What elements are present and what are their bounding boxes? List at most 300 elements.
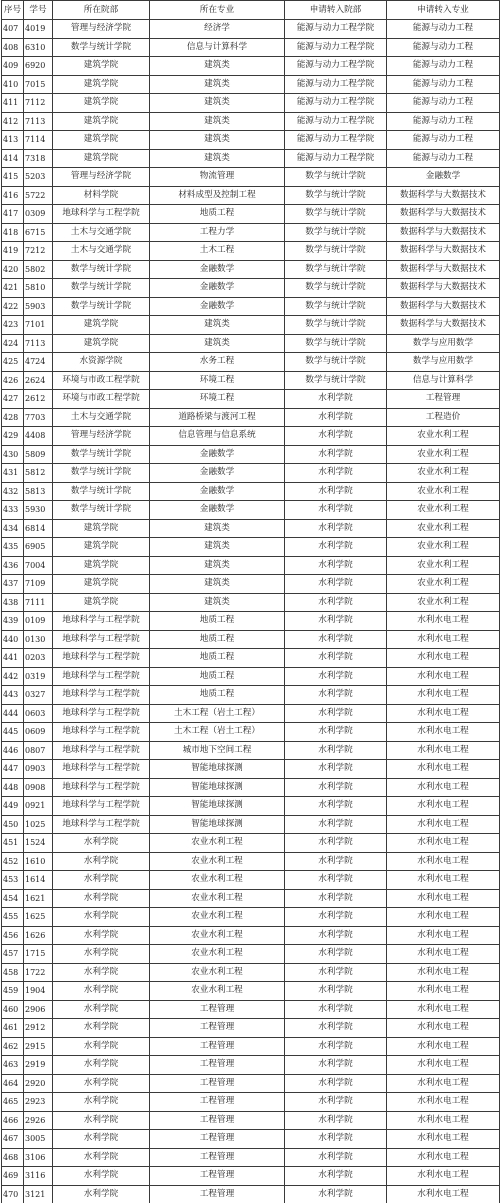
cell-index: 448 [2, 778, 24, 797]
cell-current-college: 地球科学与工程学院 [53, 723, 150, 742]
table-row [2, 593, 500, 612]
cell-target-college: 能源与动力工程学院 [285, 57, 387, 76]
cell-student-id: 4408 [24, 427, 53, 446]
table-row [2, 686, 500, 705]
cell-index: 442 [2, 667, 24, 686]
table-row [2, 704, 500, 723]
cell-index: 465 [2, 1093, 24, 1112]
cell-target-major: 水利水电工程 [387, 815, 500, 834]
table-row [2, 1056, 500, 1075]
cell-target-college: 水利学院 [285, 390, 387, 409]
cell-target-major: 水利水电工程 [387, 1056, 500, 1075]
cell-target-major: 能源与动力工程 [387, 112, 500, 131]
cell-target-major: 水利水电工程 [387, 908, 500, 927]
table-row [2, 778, 500, 797]
cell-index: 467 [2, 1130, 24, 1149]
cell-student-id: 1722 [24, 963, 53, 982]
cell-target-college: 水利学院 [285, 501, 387, 520]
cell-student-id: 1025 [24, 815, 53, 834]
cell-target-college: 数学与统计学院 [285, 334, 387, 353]
cell-index: 436 [2, 556, 24, 575]
cell-target-major: 水利水电工程 [387, 686, 500, 705]
cell-target-major: 数学与应用数学 [387, 334, 500, 353]
transfer-table [1, 0, 500, 1203]
table-row [2, 649, 500, 668]
cell-current-college: 水利学院 [53, 1019, 150, 1038]
cell-current-college: 水利学院 [53, 889, 150, 908]
cell-target-major: 数据科学与大数据技术 [387, 186, 500, 205]
cell-index: 414 [2, 149, 24, 168]
table-row [2, 982, 500, 1001]
cell-target-college: 数学与统计学院 [285, 242, 387, 261]
cell-current-major: 智能地球探测 [150, 815, 285, 834]
cell-current-college: 水资源学院 [53, 353, 150, 372]
cell-target-major: 农业水利工程 [387, 501, 500, 520]
cell-target-major: 数据科学与大数据技术 [387, 205, 500, 224]
cell-current-major: 智能地球探测 [150, 778, 285, 797]
cell-current-college: 水利学院 [53, 908, 150, 927]
cell-current-major: 建筑类 [150, 519, 285, 538]
cell-target-college: 水利学院 [285, 1130, 387, 1149]
cell-target-college: 数学与统计学院 [285, 316, 387, 335]
cell-student-id: 4019 [24, 20, 53, 39]
cell-index: 411 [2, 94, 24, 113]
cell-current-major: 金融数学 [150, 445, 285, 464]
cell-target-college: 数学与统计学院 [285, 168, 387, 187]
header-current-college: 所在院部 [53, 1, 150, 20]
cell-index: 415 [2, 168, 24, 187]
cell-target-college: 能源与动力工程学院 [285, 112, 387, 131]
cell-index: 443 [2, 686, 24, 705]
cell-current-college: 水利学院 [53, 1167, 150, 1186]
cell-current-major: 建筑类 [150, 149, 285, 168]
cell-student-id: 4724 [24, 353, 53, 372]
table-row [2, 908, 500, 927]
cell-current-college: 数学与统计学院 [53, 482, 150, 501]
cell-student-id: 3106 [24, 1148, 53, 1167]
cell-current-college: 地球科学与工程学院 [53, 667, 150, 686]
cell-index: 460 [2, 1000, 24, 1019]
cell-current-major: 地质工程 [150, 667, 285, 686]
cell-student-id: 0327 [24, 686, 53, 705]
cell-current-college: 建筑学院 [53, 334, 150, 353]
cell-student-id: 5722 [24, 186, 53, 205]
cell-current-major: 工程管理 [150, 1167, 285, 1186]
cell-current-major: 地质工程 [150, 612, 285, 631]
cell-current-college: 数学与统计学院 [53, 279, 150, 298]
cell-current-major: 工程管理 [150, 1130, 285, 1149]
cell-student-id: 6920 [24, 57, 53, 76]
cell-target-major: 金融数学 [387, 168, 500, 187]
cell-target-major: 水利水电工程 [387, 926, 500, 945]
cell-target-major: 水利水电工程 [387, 871, 500, 890]
cell-current-major: 金融数学 [150, 482, 285, 501]
cell-target-major: 数据科学与大数据技术 [387, 316, 500, 335]
table-row [2, 556, 500, 575]
cell-index: 428 [2, 408, 24, 427]
table-row [2, 427, 500, 446]
cell-index: 461 [2, 1019, 24, 1038]
cell-target-major: 农业水利工程 [387, 427, 500, 446]
cell-target-college: 水利学院 [285, 704, 387, 723]
cell-target-college: 水利学院 [285, 1185, 387, 1203]
cell-target-college: 水利学院 [285, 538, 387, 557]
table-row [2, 390, 500, 409]
cell-student-id: 0309 [24, 205, 53, 224]
cell-target-college: 数学与统计学院 [285, 279, 387, 298]
cell-current-major: 建筑类 [150, 556, 285, 575]
cell-target-college: 水利学院 [285, 889, 387, 908]
cell-current-college: 管理与经济学院 [53, 20, 150, 39]
cell-current-major: 物流管理 [150, 168, 285, 187]
cell-student-id: 0319 [24, 667, 53, 686]
cell-current-college: 水利学院 [53, 926, 150, 945]
cell-student-id: 3116 [24, 1167, 53, 1186]
table-row [2, 149, 500, 168]
cell-current-major: 建筑类 [150, 538, 285, 557]
cell-current-college: 水利学院 [53, 1000, 150, 1019]
cell-target-college: 水利学院 [285, 519, 387, 538]
cell-student-id: 7004 [24, 556, 53, 575]
cell-current-college: 数学与统计学院 [53, 297, 150, 316]
cell-current-college: 建筑学院 [53, 112, 150, 131]
cell-current-college: 建筑学院 [53, 556, 150, 575]
cell-index: 409 [2, 57, 24, 76]
table-row [2, 1130, 500, 1149]
cell-current-major: 建筑类 [150, 131, 285, 150]
table-row [2, 316, 500, 335]
cell-current-college: 数学与统计学院 [53, 38, 150, 57]
cell-target-college: 数学与统计学院 [285, 371, 387, 390]
cell-index: 447 [2, 760, 24, 779]
cell-current-major: 工程管理 [150, 1185, 285, 1203]
cell-student-id: 1621 [24, 889, 53, 908]
cell-current-college: 水利学院 [53, 1185, 150, 1203]
table-row [2, 353, 500, 372]
cell-index: 466 [2, 1111, 24, 1130]
cell-current-college: 水利学院 [53, 1074, 150, 1093]
table-row [2, 575, 500, 594]
cell-index: 417 [2, 205, 24, 224]
cell-student-id: 1610 [24, 852, 53, 871]
cell-target-major: 水利水电工程 [387, 1167, 500, 1186]
table-row [2, 1185, 500, 1203]
cell-target-major: 工程造价 [387, 408, 500, 427]
cell-target-college: 水利学院 [285, 1019, 387, 1038]
cell-target-major: 水利水电工程 [387, 1130, 500, 1149]
cell-current-major: 农业水利工程 [150, 834, 285, 853]
cell-student-id: 5203 [24, 168, 53, 187]
cell-current-college: 土木与交通学院 [53, 408, 150, 427]
cell-index: 468 [2, 1148, 24, 1167]
cell-target-college: 水利学院 [285, 1167, 387, 1186]
cell-target-college: 水利学院 [285, 1148, 387, 1167]
cell-current-major: 道路桥梁与渡河工程 [150, 408, 285, 427]
cell-target-college: 水利学院 [285, 630, 387, 649]
cell-target-major: 水利水电工程 [387, 797, 500, 816]
cell-current-college: 土木与交通学院 [53, 242, 150, 261]
cell-target-college: 能源与动力工程学院 [285, 38, 387, 57]
cell-current-college: 地球科学与工程学院 [53, 686, 150, 705]
cell-student-id: 2612 [24, 390, 53, 409]
cell-student-id: 7113 [24, 334, 53, 353]
cell-target-major: 农业水利工程 [387, 519, 500, 538]
cell-student-id: 2912 [24, 1019, 53, 1038]
cell-target-major: 水利水电工程 [387, 1037, 500, 1056]
cell-current-major: 建筑类 [150, 112, 285, 131]
header-index: 序号 [2, 1, 24, 20]
table-row [2, 445, 500, 464]
cell-index: 450 [2, 815, 24, 834]
cell-current-major: 建筑类 [150, 57, 285, 76]
cell-index: 462 [2, 1037, 24, 1056]
cell-student-id: 2906 [24, 1000, 53, 1019]
table-row [2, 131, 500, 150]
cell-target-college: 水利学院 [285, 834, 387, 853]
cell-target-college: 水利学院 [285, 945, 387, 964]
cell-current-college: 管理与经济学院 [53, 427, 150, 446]
table-row [2, 501, 500, 520]
cell-student-id: 7114 [24, 131, 53, 150]
cell-target-college: 水利学院 [285, 556, 387, 575]
cell-current-college: 水利学院 [53, 982, 150, 1001]
cell-target-major: 数学与应用数学 [387, 353, 500, 372]
cell-current-college: 水利学院 [53, 1130, 150, 1149]
cell-current-major: 工程管理 [150, 1037, 285, 1056]
cell-current-college: 水利学院 [53, 1148, 150, 1167]
table-row [2, 741, 500, 760]
cell-current-college: 水利学院 [53, 852, 150, 871]
table-header-row [2, 1, 500, 20]
cell-index: 444 [2, 704, 24, 723]
cell-target-college: 水利学院 [285, 464, 387, 483]
cell-current-major: 地质工程 [150, 630, 285, 649]
cell-index: 427 [2, 390, 24, 409]
cell-current-college: 水利学院 [53, 945, 150, 964]
cell-student-id: 5810 [24, 279, 53, 298]
cell-index: 426 [2, 371, 24, 390]
cell-target-college: 水利学院 [285, 1000, 387, 1019]
table-row [2, 519, 500, 538]
cell-index: 469 [2, 1167, 24, 1186]
cell-current-major: 工程管理 [150, 1000, 285, 1019]
cell-target-major: 水利水电工程 [387, 667, 500, 686]
cell-student-id: 7111 [24, 593, 53, 612]
cell-student-id: 5903 [24, 297, 53, 316]
cell-target-college: 水利学院 [285, 852, 387, 871]
cell-index: 445 [2, 723, 24, 742]
cell-target-college: 水利学院 [285, 760, 387, 779]
cell-target-major: 水利水电工程 [387, 778, 500, 797]
cell-current-college: 建筑学院 [53, 538, 150, 557]
cell-index: 413 [2, 131, 24, 150]
cell-target-college: 能源与动力工程学院 [285, 149, 387, 168]
cell-current-college: 地球科学与工程学院 [53, 778, 150, 797]
cell-current-college: 地球科学与工程学院 [53, 205, 150, 224]
cell-target-major: 水利水电工程 [387, 1019, 500, 1038]
cell-current-major: 建筑类 [150, 316, 285, 335]
cell-current-major: 农业水利工程 [150, 889, 285, 908]
cell-index: 458 [2, 963, 24, 982]
cell-student-id: 2920 [24, 1074, 53, 1093]
cell-target-major: 工程管理 [387, 390, 500, 409]
cell-student-id: 0609 [24, 723, 53, 742]
cell-target-major: 能源与动力工程 [387, 131, 500, 150]
cell-current-college: 建筑学院 [53, 94, 150, 113]
cell-current-major: 工程管理 [150, 1111, 285, 1130]
cell-target-college: 数学与统计学院 [285, 353, 387, 372]
cell-current-major: 工程力学 [150, 223, 285, 242]
table-row [2, 889, 500, 908]
table-row [2, 464, 500, 483]
cell-student-id: 1626 [24, 926, 53, 945]
cell-target-major: 水利水电工程 [387, 1185, 500, 1203]
cell-index: 430 [2, 445, 24, 464]
cell-student-id: 7318 [24, 149, 53, 168]
cell-index: 446 [2, 741, 24, 760]
cell-current-college: 建筑学院 [53, 131, 150, 150]
cell-target-college: 水利学院 [285, 815, 387, 834]
cell-current-college: 水利学院 [53, 963, 150, 982]
table-row [2, 852, 500, 871]
cell-target-college: 水利学院 [285, 649, 387, 668]
cell-target-major: 能源与动力工程 [387, 149, 500, 168]
cell-target-major: 农业水利工程 [387, 482, 500, 501]
cell-index: 459 [2, 982, 24, 1001]
cell-target-college: 水利学院 [285, 593, 387, 612]
cell-current-college: 环境与市政工程学院 [53, 371, 150, 390]
cell-index: 457 [2, 945, 24, 964]
cell-target-major: 能源与动力工程 [387, 38, 500, 57]
cell-student-id: 7112 [24, 94, 53, 113]
cell-student-id: 6814 [24, 519, 53, 538]
table-row [2, 723, 500, 742]
cell-target-major: 水利水电工程 [387, 630, 500, 649]
cell-target-college: 能源与动力工程学院 [285, 20, 387, 39]
cell-target-college: 水利学院 [285, 963, 387, 982]
cell-index: 455 [2, 908, 24, 927]
cell-index: 432 [2, 482, 24, 501]
cell-target-major: 数据科学与大数据技术 [387, 242, 500, 261]
cell-current-major: 建筑类 [150, 334, 285, 353]
cell-target-college: 水利学院 [285, 797, 387, 816]
cell-current-college: 土木与交通学院 [53, 223, 150, 242]
table-row [2, 260, 500, 279]
cell-current-college: 水利学院 [53, 834, 150, 853]
cell-current-college: 材料学院 [53, 186, 150, 205]
cell-target-college: 水利学院 [285, 575, 387, 594]
cell-current-college: 数学与统计学院 [53, 260, 150, 279]
cell-current-college: 数学与统计学院 [53, 445, 150, 464]
cell-current-college: 建筑学院 [53, 316, 150, 335]
cell-index: 440 [2, 630, 24, 649]
header-student-id: 学号 [24, 1, 53, 20]
cell-target-college: 水利学院 [285, 408, 387, 427]
cell-current-major: 建筑类 [150, 75, 285, 94]
table-row [2, 834, 500, 853]
cell-student-id: 5802 [24, 260, 53, 279]
cell-target-major: 信息与计算科学 [387, 371, 500, 390]
cell-student-id: 1524 [24, 834, 53, 853]
cell-current-major: 地质工程 [150, 205, 285, 224]
cell-index: 449 [2, 797, 24, 816]
cell-index: 470 [2, 1185, 24, 1203]
cell-target-major: 水利水电工程 [387, 723, 500, 742]
cell-student-id: 7101 [24, 316, 53, 335]
table-row [2, 1148, 500, 1167]
cell-target-major: 农业水利工程 [387, 593, 500, 612]
cell-index: 435 [2, 538, 24, 557]
cell-index: 410 [2, 75, 24, 94]
cell-current-major: 工程管理 [150, 1074, 285, 1093]
cell-target-major: 数据科学与大数据技术 [387, 260, 500, 279]
cell-current-major: 建筑类 [150, 94, 285, 113]
cell-index: 441 [2, 649, 24, 668]
table-row [2, 1037, 500, 1056]
cell-target-major: 农业水利工程 [387, 575, 500, 594]
cell-student-id: 7212 [24, 242, 53, 261]
cell-target-major: 水利水电工程 [387, 704, 500, 723]
cell-current-major: 农业水利工程 [150, 871, 285, 890]
cell-current-major: 城市地下空间工程 [150, 741, 285, 760]
cell-current-major: 材料成型及控制工程 [150, 186, 285, 205]
cell-student-id: 5813 [24, 482, 53, 501]
cell-target-major: 水利水电工程 [387, 1093, 500, 1112]
cell-current-major: 农业水利工程 [150, 945, 285, 964]
cell-index: 434 [2, 519, 24, 538]
cell-target-major: 水利水电工程 [387, 852, 500, 871]
cell-current-major: 农业水利工程 [150, 926, 285, 945]
cell-current-college: 建筑学院 [53, 57, 150, 76]
cell-current-major: 水务工程 [150, 353, 285, 372]
table-row [2, 1167, 500, 1186]
cell-target-college: 水利学院 [285, 871, 387, 890]
cell-target-major: 水利水电工程 [387, 760, 500, 779]
cell-current-college: 数学与统计学院 [53, 464, 150, 483]
cell-target-college: 数学与统计学院 [285, 186, 387, 205]
table-row [2, 38, 500, 57]
cell-student-id: 1904 [24, 982, 53, 1001]
cell-student-id: 1715 [24, 945, 53, 964]
table-row [2, 1074, 500, 1093]
cell-target-major: 水利水电工程 [387, 889, 500, 908]
cell-current-major: 建筑类 [150, 575, 285, 594]
cell-student-id: 1614 [24, 871, 53, 890]
cell-student-id: 2919 [24, 1056, 53, 1075]
table-row [2, 20, 500, 39]
cell-target-college: 水利学院 [285, 1037, 387, 1056]
table-row [2, 945, 500, 964]
cell-target-major: 水利水电工程 [387, 1074, 500, 1093]
cell-target-major: 水利水电工程 [387, 1000, 500, 1019]
cell-index: 437 [2, 575, 24, 594]
cell-student-id: 0921 [24, 797, 53, 816]
cell-current-major: 土木工程（岩土工程） [150, 723, 285, 742]
cell-current-major: 工程管理 [150, 1019, 285, 1038]
cell-target-major: 水利水电工程 [387, 1148, 500, 1167]
cell-target-college: 水利学院 [285, 908, 387, 927]
cell-current-major: 农业水利工程 [150, 908, 285, 927]
table-row [2, 205, 500, 224]
table-row [2, 168, 500, 187]
cell-current-major: 地质工程 [150, 686, 285, 705]
cell-index: 456 [2, 926, 24, 945]
cell-index: 416 [2, 186, 24, 205]
cell-current-college: 地球科学与工程学院 [53, 741, 150, 760]
cell-target-major: 水利水电工程 [387, 945, 500, 964]
cell-index: 419 [2, 242, 24, 261]
cell-index: 464 [2, 1074, 24, 1093]
